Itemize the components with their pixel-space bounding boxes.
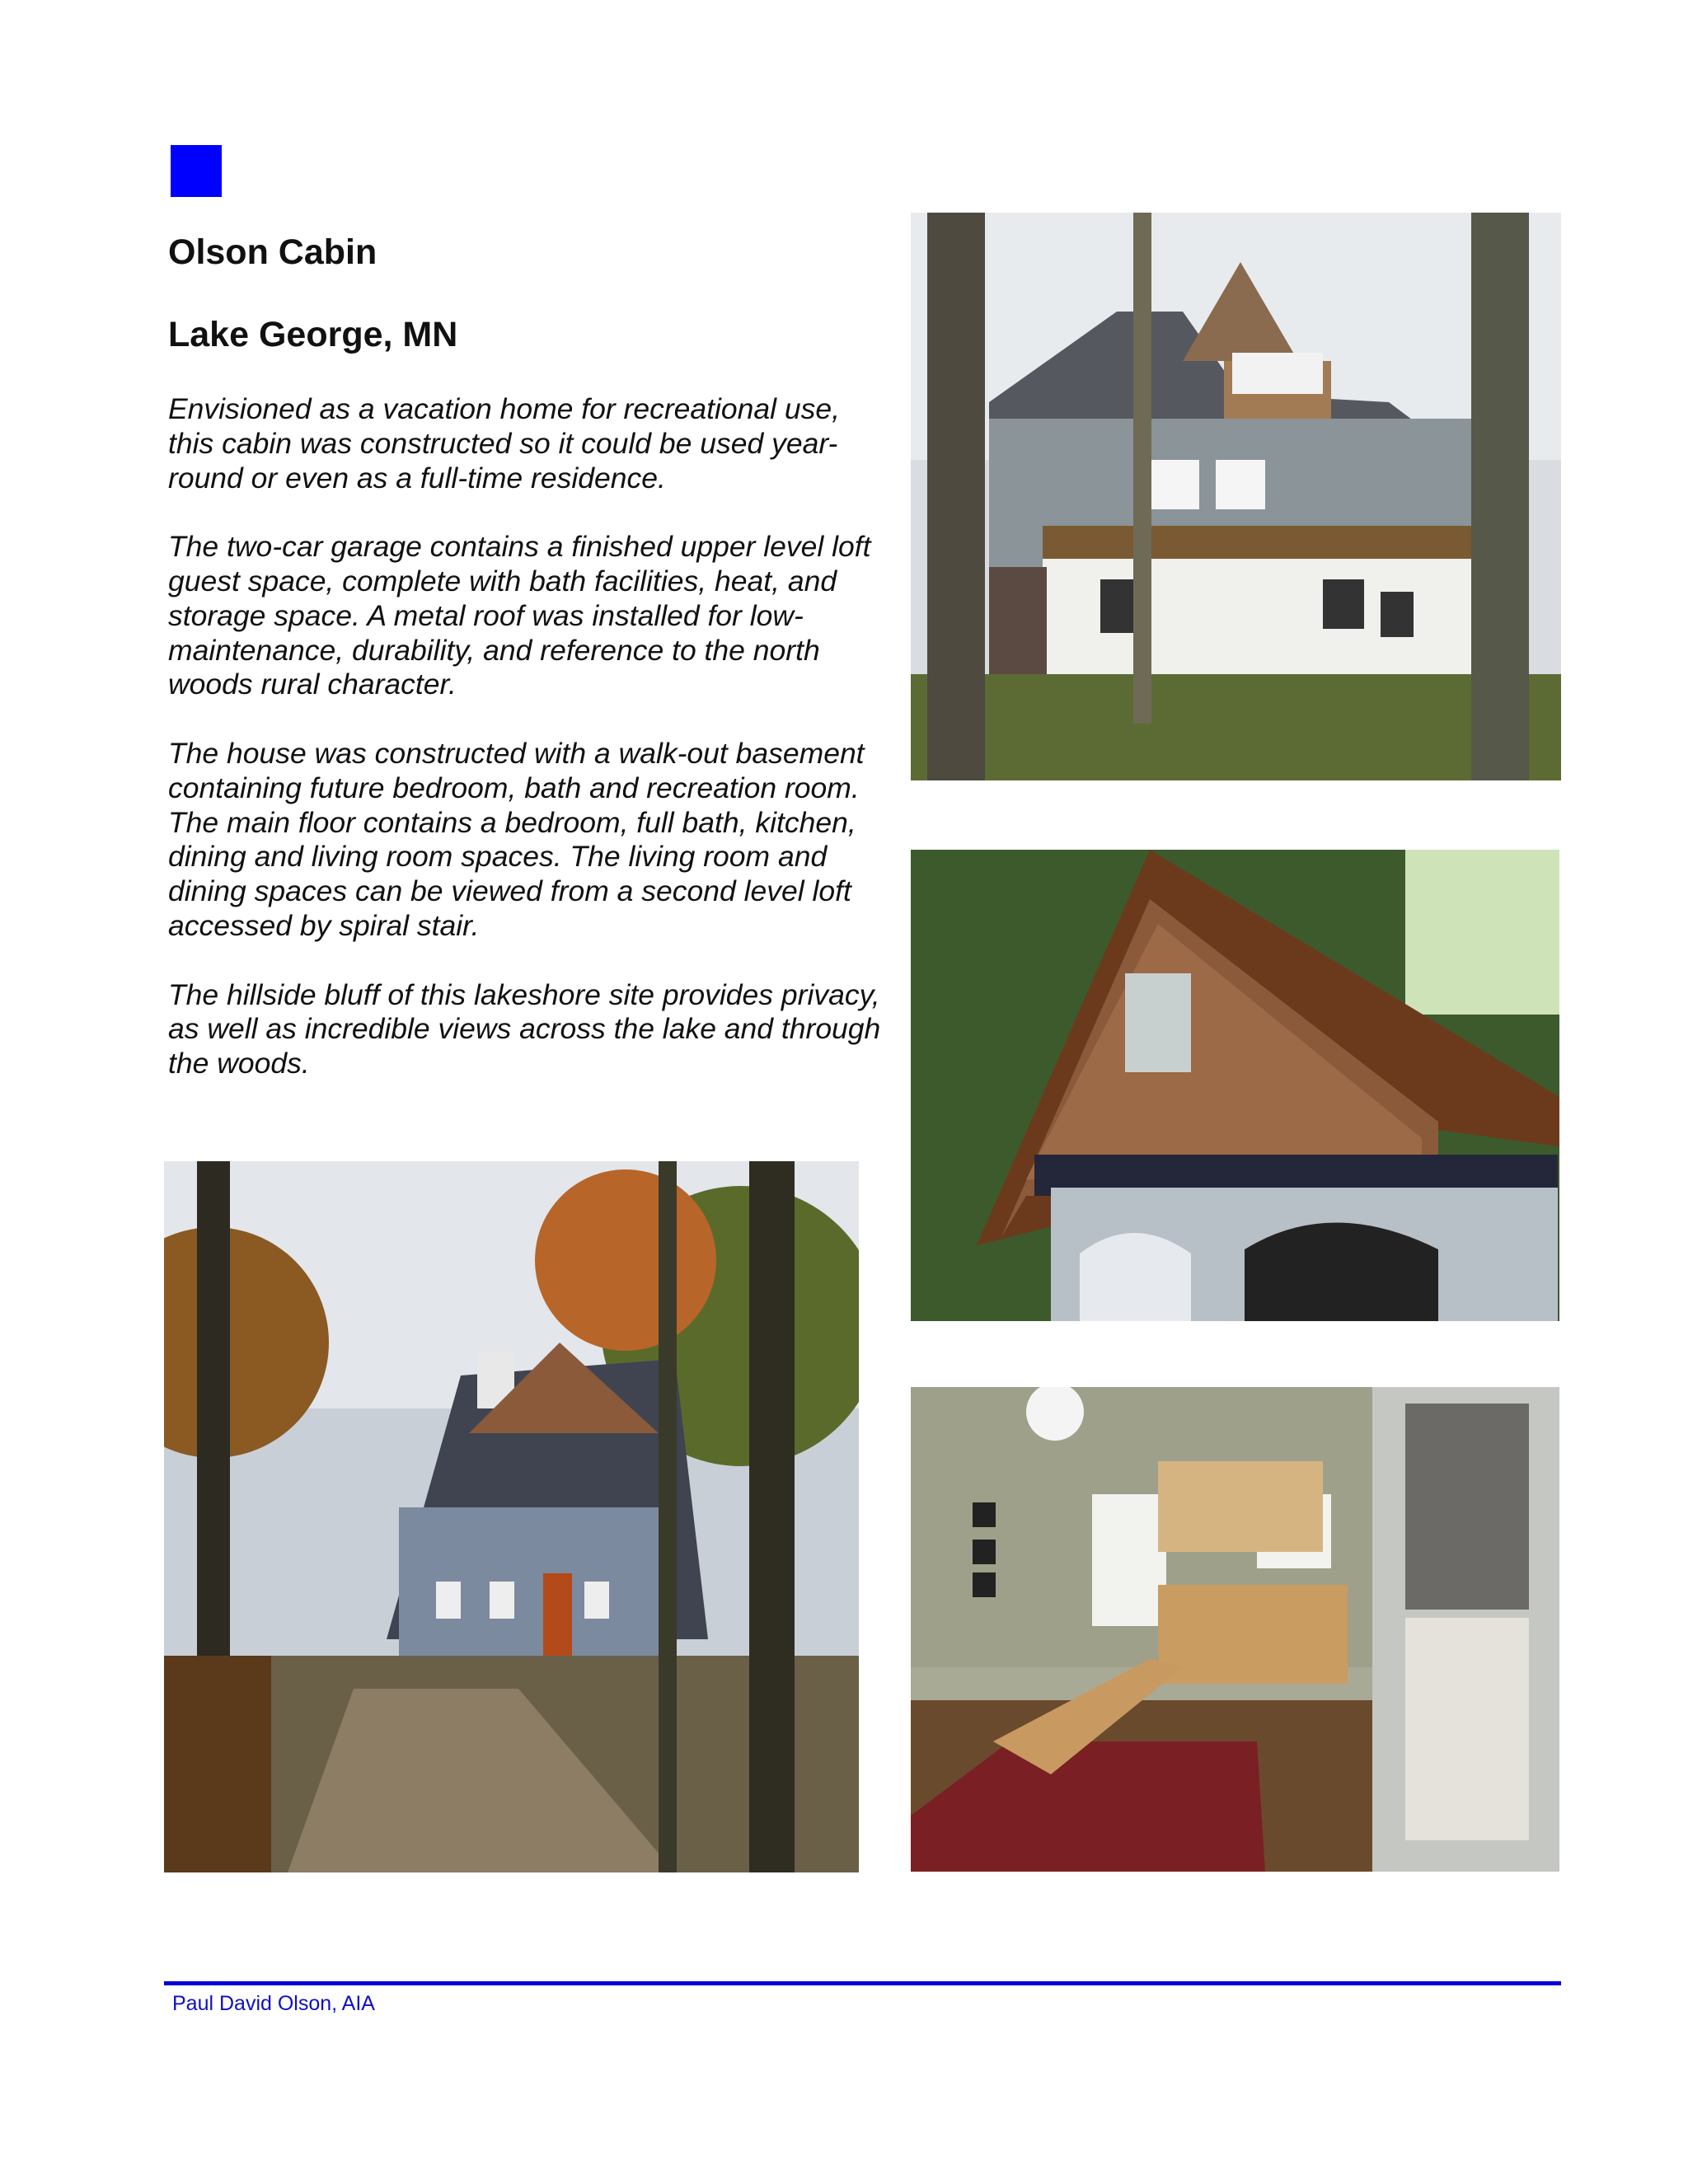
- project-title: Olson Cabin: [168, 232, 377, 272]
- footer-divider: [164, 1981, 1561, 1985]
- project-description: [168, 392, 893, 1116]
- description-paragraph: The hillside bluff of this lakeshore site provides privacy, as well as incredible views across the lake and through the woods.: [168, 977, 881, 1080]
- photo-cabin-rear-exterior: [911, 213, 1561, 780]
- project-location: Lake George, MN: [168, 315, 458, 354]
- footer-author: Paul David Olson, AIA: [172, 1992, 375, 2015]
- photo-garage-loft: [911, 850, 1559, 1321]
- description-paragraph: The house was constructed with a walk-out basement containing future bedroom, bath and recreation room. The main floor contains a bedroom, full bath, kitchen, dining and living room spaces. The living room and dining spaces can be viewed from a second level loft accessed by spiral stair.: [168, 736, 865, 942]
- photo-interior-dining: [911, 1387, 1559, 1872]
- description-paragraph: The two-car garage contains a finished upper level loft guest space, complete with bath facilities, heat, and storage space. A metal roof was installed for low-maintenance, durability, and reference to the north woods rural character.: [168, 530, 871, 701]
- description-paragraph: Envisioned as a vacation home for recreational use, this cabin was constructed so it could be used year-round or even as a full-time residence.: [168, 392, 840, 494]
- brand-square: [171, 145, 222, 197]
- photo-cabin-front: [164, 1161, 859, 1872]
